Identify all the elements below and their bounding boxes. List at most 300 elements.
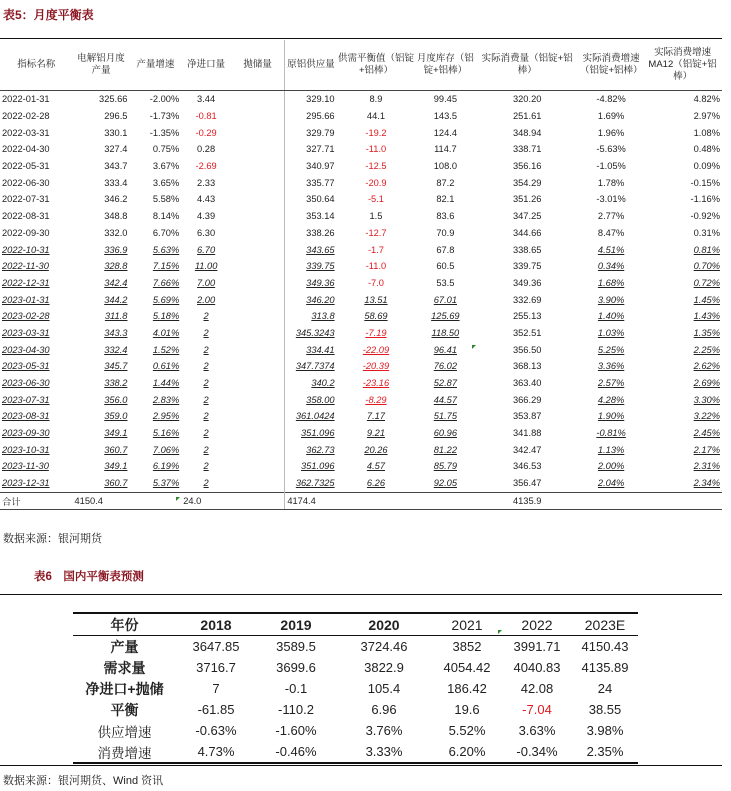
row-label: 平衡 [110, 701, 139, 718]
column-header: 产量增速 [129, 40, 181, 91]
table-cell: 343.3 [104, 327, 128, 338]
table-cell: 108.0 [433, 161, 457, 172]
table-cell: 5.37% [152, 478, 180, 489]
table-cell: 2 [203, 327, 209, 338]
table-cell [231, 241, 285, 258]
table-cell: -0.34% [502, 741, 572, 763]
table-cell: -5.63% [596, 144, 626, 155]
table-cell: -7.19 [365, 327, 387, 338]
table-cell: 338.65 [512, 244, 542, 255]
table-cell: 349.1 [104, 428, 128, 439]
table-cell: 2023-08-31 [2, 411, 50, 422]
table-cell: -7.04 [522, 702, 552, 717]
table-cell: 356.0 [104, 394, 128, 405]
table-cell: -20.39 [362, 361, 390, 372]
table-cell: 5.63% [152, 244, 180, 255]
table-cell: 2.95% [152, 411, 180, 422]
table-cell: 2 [203, 311, 209, 322]
table-cell: 0.31% [693, 227, 720, 238]
table-cell: 358.00 [285, 391, 337, 408]
table-cell: 3647.85 [192, 639, 240, 654]
table-cell: -8.29 [365, 394, 387, 405]
table5-body [0, 91, 722, 510]
table-cell: 1.69% [597, 111, 625, 122]
column-header: 指标名称 [0, 40, 73, 91]
table-cell: 2.45% [693, 428, 720, 439]
table-cell: 0.09% [693, 161, 720, 172]
table-cell: 350.64 [285, 191, 337, 208]
table-cell: 349.36 [512, 277, 542, 288]
table-row [0, 275, 722, 292]
table-cell: 60.96 [433, 428, 457, 439]
table-cell: 3.22% [693, 411, 720, 422]
table-cell: 4.28% [597, 394, 625, 405]
table-cell: 334.41 [285, 341, 337, 358]
table-cell: -1.35% [149, 127, 180, 138]
table-cell: 6.70% [152, 227, 180, 238]
table-cell: 2 [203, 411, 209, 422]
table-cell [231, 108, 285, 125]
table-row [0, 208, 722, 225]
table-cell: -19.2 [365, 127, 387, 138]
table-cell: -12.5 [365, 161, 387, 172]
table-cell: 353.87 [512, 411, 542, 422]
table-cell: 2023-10-31 [2, 444, 50, 455]
column-header: 月度库存（铝锭+铝棒） [415, 40, 475, 91]
table-row [73, 699, 638, 720]
table-cell: 351.26 [512, 194, 542, 205]
table-row [0, 91, 722, 108]
table-cell: 0.72% [693, 277, 720, 288]
column-header: 实际消费量（铝锭+铝棒） [475, 40, 579, 91]
table-cell [231, 475, 285, 492]
table-cell: 4.57 [366, 461, 386, 472]
table-cell [231, 191, 285, 208]
table-cell: 5.18% [152, 311, 180, 322]
table6-top-rule [0, 594, 722, 595]
table-cell: 6.70 [197, 244, 216, 255]
column-header: 电解铝月度产量 [73, 40, 130, 91]
table-cell [231, 375, 285, 392]
table-cell: 7.66% [152, 277, 180, 288]
table-row [0, 291, 722, 308]
column-header: 实际消费增速MA12（铝锭+铝棒） [643, 40, 722, 91]
table-cell: 3.90% [597, 294, 625, 305]
table-cell: 3.63% [518, 723, 556, 738]
row-label: 消费增速 [73, 741, 176, 763]
table-cell: -0.29 [195, 127, 217, 138]
comment-marker-icon [498, 630, 502, 634]
table-cell: -0.15% [690, 177, 720, 188]
table-cell: 2022-10-31 [2, 244, 50, 255]
table-cell: 0.81% [693, 244, 720, 255]
table-cell: 5.16% [152, 428, 180, 439]
table-cell: 354.29 [512, 177, 542, 188]
table-cell: 4054.42 [443, 660, 491, 675]
column-header: 2022 [502, 613, 572, 636]
table-cell: 7.17 [366, 411, 386, 422]
table-cell: 7 [212, 681, 220, 696]
table-cell: 186.42 [447, 681, 487, 696]
total-cell: 4135.9 [475, 492, 579, 510]
table-cell: 5.58% [152, 194, 180, 205]
table5-caption: 表5：月度平衡表 [3, 8, 94, 22]
table-cell: -7.0 [367, 277, 384, 288]
table-cell [231, 408, 285, 425]
table-row [0, 441, 722, 458]
table-row [0, 258, 722, 275]
table-cell: 2.62% [693, 361, 720, 372]
table-cell: 344.2 [104, 294, 128, 305]
table-cell: 2023-01-31 [2, 294, 50, 305]
table-cell: 2.57% [597, 378, 625, 389]
table-cell: 3.76% [365, 723, 403, 738]
table-cell: 341.88 [512, 428, 542, 439]
table-cell: 52.87 [433, 378, 457, 389]
table5-header-row [0, 40, 722, 91]
table-cell: 8.9 [369, 94, 383, 105]
table-cell: 3699.6 [276, 660, 316, 675]
table-row [0, 341, 722, 358]
table-cell: 0.70% [693, 261, 720, 272]
table-cell: 338.26 [285, 225, 337, 242]
table5-top-rule [0, 38, 722, 39]
table-cell: 347.25 [512, 211, 542, 222]
table-row [0, 358, 722, 375]
table-row [0, 325, 722, 342]
table-cell: 2022-12-31 [2, 277, 50, 288]
table-cell: 353.14 [285, 208, 337, 225]
table-cell: 338.71 [512, 144, 542, 155]
table-cell: 2022-11-30 [2, 261, 49, 272]
table-cell: -0.46% [256, 741, 336, 763]
domestic-balance-forecast-table [73, 612, 638, 764]
total-row [0, 492, 722, 510]
table-cell: 3991.71 [513, 639, 561, 654]
table-cell: 51.75 [433, 411, 457, 422]
table-cell: -4.82% [596, 94, 626, 105]
table-cell: 2.35% [572, 741, 638, 763]
table-cell: 2 [203, 478, 209, 489]
table-cell: 348.94 [512, 127, 542, 138]
table-cell: -110.2 [278, 702, 314, 717]
row-label: 净进口+抛储 [85, 680, 164, 697]
table-row [73, 678, 638, 699]
table-cell: -20.9 [365, 177, 387, 188]
table-row [0, 425, 722, 442]
table-cell: 3589.5 [276, 639, 316, 654]
table-cell: 296.5 [104, 111, 128, 122]
table-cell: 85.79 [433, 461, 457, 472]
table-cell: 24 [597, 681, 613, 696]
table-cell: 346.20 [285, 291, 337, 308]
comment-marker-icon [472, 345, 476, 349]
table-cell: 3852 [452, 639, 482, 654]
total-cell: 4150.4 [73, 492, 130, 510]
table-row [0, 375, 722, 392]
table5-source: 数据来源：银河期货 [3, 533, 102, 545]
table-cell: 255.13 [512, 311, 542, 322]
table-cell: 344.66 [512, 227, 542, 238]
table6-header-row [73, 613, 638, 636]
table-cell: 251.61 [512, 111, 542, 122]
table-cell: -11.0 [365, 144, 387, 155]
table-cell: 60.5 [436, 261, 455, 272]
table-cell: 9.21 [366, 428, 386, 439]
table-cell: 2 [203, 394, 209, 405]
table-cell: 0.61% [152, 361, 180, 372]
table-cell: 0.34% [597, 261, 625, 272]
total-cell [337, 492, 416, 510]
table-cell: 333.4 [104, 177, 128, 188]
table-cell: 11.00 [194, 261, 218, 272]
table-cell: 325.66 [99, 94, 128, 105]
table-cell: 346.2 [104, 194, 128, 205]
table-cell: 1.40% [597, 311, 625, 322]
table-cell: -61.85 [197, 702, 235, 717]
table-cell [231, 325, 285, 342]
table-cell: 2 [203, 461, 209, 472]
table-cell: -2.00% [149, 94, 180, 105]
table-cell [231, 158, 285, 175]
table-cell: 2022-03-31 [2, 127, 50, 138]
total-cell: 合计 [0, 492, 73, 510]
table-cell: 13.51 [364, 294, 388, 305]
table-cell: 81.22 [433, 444, 457, 455]
column-header: 供需平衡值（铝锭+铝棒） [337, 40, 416, 91]
table-cell: 2023-06-30 [2, 378, 50, 389]
table-cell: 82.1 [436, 194, 455, 205]
table-cell: 2.31% [693, 461, 720, 472]
table-cell [231, 441, 285, 458]
table-cell: 44.1 [366, 111, 386, 122]
table-cell: 87.2 [436, 177, 455, 188]
table-cell: 349.1 [104, 461, 128, 472]
column-header: 2023E [572, 613, 638, 636]
table-cell: 2 [203, 361, 209, 372]
table-row [0, 475, 722, 492]
table-cell: -1.60% [275, 723, 317, 738]
table-cell: 3.44 [197, 94, 216, 105]
table-cell [231, 91, 285, 108]
table-cell: 6.96 [371, 702, 397, 717]
table-cell: 3.30% [693, 394, 720, 405]
table-cell [231, 425, 285, 442]
table-cell: -1.73% [149, 111, 180, 122]
table-cell: 114.7 [434, 144, 457, 155]
table-cell: 2 [203, 344, 209, 355]
comment-marker-icon [176, 497, 180, 501]
table-cell [231, 124, 285, 141]
table-row [73, 657, 638, 678]
table-cell: 360.7 [104, 478, 128, 489]
table-row [0, 158, 722, 175]
table-cell: -5.1 [367, 194, 384, 205]
table-cell: 8.14% [152, 211, 180, 222]
table-cell: 125.69 [431, 311, 460, 322]
table-cell: -0.63% [195, 723, 237, 738]
table-cell: 1.78% [597, 177, 625, 188]
table-cell: 343.7 [104, 161, 128, 172]
table-cell: 4.82% [693, 94, 720, 105]
column-header: 净进口量 [181, 40, 231, 91]
table-row [73, 741, 638, 763]
table-cell: 7.06% [152, 444, 180, 455]
table-row [0, 241, 722, 258]
table-cell: 356.16 [512, 161, 542, 172]
table-cell: 327.71 [285, 141, 337, 158]
table-cell: 360.7 [104, 444, 128, 455]
table-cell: 92.05 [433, 478, 457, 489]
table-cell: 44.57 [433, 394, 457, 405]
table-cell: 2.00% [597, 461, 625, 472]
table-cell: 2023-03-31 [2, 327, 50, 338]
table-cell: 347.7374 [285, 358, 337, 375]
table-cell: -23.16 [362, 378, 390, 389]
table-cell: 2.17% [693, 444, 720, 455]
table-cell: 338.2 [104, 378, 128, 389]
table-cell: 3822.9 [364, 660, 404, 675]
table-cell: -0.81% [596, 428, 626, 439]
table-cell: 362.73 [285, 441, 337, 458]
table-cell: 19.6 [454, 702, 480, 717]
table-cell: -1.7 [367, 244, 384, 255]
table-cell: 53.5 [436, 277, 455, 288]
table-cell: -1.16% [690, 194, 720, 205]
table-cell: 362.7325 [285, 475, 337, 492]
table-cell: 2.77% [597, 211, 625, 222]
table-cell: 2023-07-31 [2, 394, 50, 405]
table-cell [231, 275, 285, 292]
table-cell: 2022-08-31 [2, 211, 50, 222]
table-cell: 339.75 [285, 258, 337, 275]
table-cell: 4.01% [152, 327, 180, 338]
table-cell: 3.98% [586, 723, 624, 738]
column-header: 2020 [336, 613, 432, 636]
table-cell: 3.33% [336, 741, 432, 763]
table-cell: 67.01 [433, 294, 457, 305]
table-row [73, 636, 638, 658]
table-cell: 70.9 [436, 227, 455, 238]
table-cell: -2.69 [195, 161, 217, 172]
table-cell: 2022-06-30 [2, 177, 50, 188]
table-cell: -0.1 [284, 681, 308, 696]
table-cell: 20.26 [364, 444, 388, 455]
table-cell: 332.0 [104, 227, 128, 238]
table-cell: -0.81 [195, 111, 217, 122]
table-cell: 3.67% [152, 161, 180, 172]
table-cell: 2022-07-31 [2, 194, 50, 205]
table-cell: 99.45 [433, 94, 457, 105]
table-cell: 124.4 [433, 127, 457, 138]
table6-bottom-rule [0, 765, 722, 766]
column-header: 2021 [432, 613, 502, 636]
table-cell: 361.0424 [285, 408, 337, 425]
table-cell: 356.47 [512, 478, 542, 489]
table-cell [231, 291, 285, 308]
table-cell: 2023-09-30 [2, 428, 50, 439]
table-cell: 4.39 [197, 211, 216, 222]
table-cell: 2.34% [693, 478, 720, 489]
table-row [0, 225, 722, 242]
table-cell [231, 141, 285, 158]
table-cell: 327.4 [104, 144, 128, 155]
table-cell: 2 [203, 428, 209, 439]
table-cell: 348.8 [104, 211, 128, 222]
total-cell: 24.0 [181, 492, 231, 510]
table-cell: 2.97% [693, 111, 720, 122]
table-cell [231, 358, 285, 375]
table-cell: 343.65 [285, 241, 337, 258]
table-cell: 67.8 [436, 244, 455, 255]
table-cell: 83.6 [436, 211, 455, 222]
table-cell: 342.4 [104, 277, 128, 288]
table-cell: 2023-05-31 [2, 361, 50, 372]
table-cell: 351.096 [285, 425, 337, 442]
table-cell: 4.51% [597, 244, 625, 255]
table-cell: 7.00 [197, 277, 216, 288]
table-cell: 2023-11-30 [2, 461, 49, 472]
table-cell: 2.69% [693, 378, 720, 389]
table-cell: 2023-04-30 [2, 344, 50, 355]
table-cell: 1.13% [597, 444, 625, 455]
table-cell: 3716.7 [196, 660, 236, 675]
table-cell: 4.73% [176, 741, 256, 763]
table-cell: 2023-12-31 [2, 478, 50, 489]
column-header: 年份 [73, 613, 176, 636]
table-cell: 1.45% [693, 294, 720, 305]
table-row [0, 308, 722, 325]
table-cell: 2022-01-31 [2, 94, 50, 105]
table-cell: 332.69 [512, 294, 542, 305]
table-cell: 342.47 [512, 444, 542, 455]
table-cell: 2.04% [597, 478, 625, 489]
table-cell: 340.2 [285, 375, 337, 392]
table-cell: 76.02 [433, 361, 457, 372]
table-cell: 7.15% [152, 261, 180, 272]
table-row [0, 408, 722, 425]
table-cell: 3.65% [152, 177, 180, 188]
table-cell: 1.5 [369, 211, 383, 222]
table-cell: 332.4 [104, 344, 128, 355]
table-cell: 1.44% [152, 378, 180, 389]
table-cell: 4150.43 [581, 639, 629, 654]
table-cell: 42.08 [520, 681, 554, 696]
table-cell: 1.03% [597, 327, 625, 338]
table-cell: -0.92% [690, 211, 720, 222]
table-cell: 58.69 [364, 311, 388, 322]
total-cell [643, 492, 722, 510]
table-cell: 3724.46 [360, 639, 408, 654]
total-cell [231, 492, 285, 510]
column-header: 实际消费增速（铝锭+铝棒） [579, 40, 643, 91]
table-cell: 3.36% [597, 361, 625, 372]
table-cell: 8.47% [597, 227, 625, 238]
table-cell [231, 308, 285, 325]
table-cell: 351.096 [285, 458, 337, 475]
table-cell: 313.8 [285, 308, 337, 325]
table-cell: 1.90% [597, 411, 625, 422]
row-label: 需求量 [103, 659, 146, 676]
table-cell: 2022-04-30 [2, 144, 50, 155]
table-cell: 1.52% [152, 344, 180, 355]
table-cell: 366.29 [512, 394, 542, 405]
column-header: 2018 [176, 613, 256, 636]
table-row [0, 458, 722, 475]
table6-source: 数据来源：银河期货、Wind 资讯 [3, 775, 164, 787]
row-label: 产量 [110, 638, 139, 655]
table-cell: 6.26 [366, 478, 386, 489]
